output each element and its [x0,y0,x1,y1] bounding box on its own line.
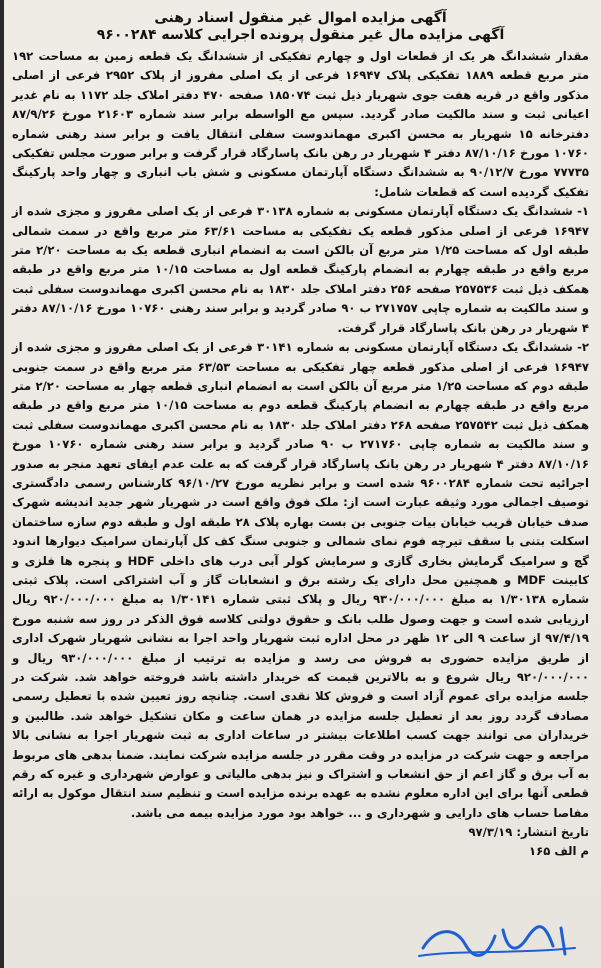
publish-date: تاریخ انتشار: ۹۷/۳/۱۹ [468,825,589,840]
paragraph-item-1: ۱- ششدانگ یک دستگاه آپارتمان مسکونی به شماره ۳۰۱۳۸ فرعی از یک اصلی مفروز و مجزی شده از ۱۶۹۴۷ فرعی از اصلی مذکور قطعه یک تفکیکی به مساحت ۶۳/۶۱ متر مربع واقع در سمت شمالی طبقه اول که مساحت ۱/۲۵ متر مربع آن بالکن است به انضمام انباری قطعه یک به مساحت ۲/۲۰ متر مربع واقع در طبقه چهارم به انضمام پارکینگ قطعه اول به مساحت ۱۰/۱۵ متر مربع واقع در طبقه همکف ذیل ثبت ۲۵۷۵۳۶ صفحه ۲۵۶ دفتر املاک جلد ۱۸۳۰ به نام محسن اکبری مهماندوست سفلی ثبت و سند مالکیت به شماره چاپی ۲۷۱۷۵۷ ب ۹۰ صادر گردید و برابر سند رهنی ۱۰۷۶۰ مورخ ۸۷/۱۰/۱۶ دفتر ۴ شهریار در رهن بانک پاسارگاد قرار گرفت. [12,204,589,335]
notice-title: آگهی مزایده اموال غیر منقول اسناد رهنی [154,10,447,26]
page-edge [0,0,4,968]
paragraph-item-2: ۲- ششدانگ یک دستگاه آپارتمان مسکونی به شماره ۳۰۱۴۱ فرعی از یک اصلی مفروز و مجزی شده از ۱۶۹۴۷ فرعی از اصلی مذکور قطعه چهار تفکیکی به مساحت ۶۳/۵۳ متر مربع واقع در سمت جنوبی طبقه دوم که مساحت ۱/۲۵ متر مربع آن بالکن است به انضمام انباری قطعه چهار به مساحت ۲/۲۰ متر مربع واقع در طبقه چهارم به انضمام پارکینگ قطعه دوم به مساحت ۱۰/۱۵ متر مربع واقع در طبقه همکف ذیل ثبت ۲۵۷۵۴۲ صفحه ۲۶۸ دفتر املاک جلد ۱۸۳۰ به نام محسن اکبری مهماندوست سفلی ثبت و سند مالکیت به شماره چاپی ۲۷۱۷۶۰ ب ۹۰ صادر گردید و برابر سند رهنی شماره ۱۰۷۶۰ مورخ ۸۷/۱۰/۱۶ دفتر ۴ شهریار در رهن بانک پاسارگاد قرار گرفت که به علت عدم ایفای تعهد منجر به صدور اجرائیه تحت شماره ۹۶۰۰۲۸۴ شده است و برابر نظریه مورخ ۹۶/۱۰/۲۷ کارشناس رسمی دادگستری توصیف اجمالی مورد وثیقه عبارت است از: ملک فوق واقع است در شهریار شهر جدید اندیشه شهرک صدف خیابان قریب خیابان بیات جنوبی بن بست بهاره پلاک ۲۸ طبقه اول و طبقه دوم سازه ساختمان اسکلت بتنی با سقف تیرچه فوم نمای شمالی و جنوبی سنگ کف کل آپارتمان سرامیک دیوارها اندود گچ و سرامیک گرمایش بخاری گازی و سرمایش کولر آبی درب های داخلی HDF و پنجره ها فلزی و کابینت MDF و همچنین محل دارای یک رشته برق و انشعابات گاز و آب اشتراکی است. پلاک ثبتی شماره ۱/۳۰۱۳۸ به مبلغ ۹۳۰/۰۰۰/۰۰۰ ریال و پلاک ثبتی شماره ۱/۳۰۱۴۱ به مبلغ ۹۲۰/۰۰۰/۰۰۰ ریال ارزیابی شده است و جهت وصول طلب بانک و حقوق دولتی کلاسه فوق الذکر در روز سه شنبه مورخ ۹۷/۴/۱۹ از ساعت ۹ الی ۱۲ ظهر در محل اداره ثبت شهریار واحد اجرا به نشانی شهریار شهرک اداری از طریق مزایده حضوری به فروش می رسد و مزایده به ترتیب از مبلغ ۹۳۰/۰۰۰/۰۰۰ ریال و ۹۲۰/۰۰۰/۰۰۰ ریال شروع و به بالاترین قیمت که خریدار داشته باشد فروخته خواهد شد. شرکت در جلسه مزایده برای عموم آزاد است و فروش کلا نقدی است. چنانچه روز تعیین شده با تعطیل رسمی مصادف گردد روز بعد از تعطیل جلسه مزایده در همان ساعت و مکان تشکیل خواهد شد. طالبین و خریداران می توانند جهت کسب اطلاعات بیشتر در ساعات اداری به ثبت شهریار اجرا به نشانی بالا مراجعه و جهت شرکت در مزایده در وقت مقرر در جلسه مزایده شرکت نمایند. ضمنا بدهی های مربوط به آب برق و گاز اعم از حق انشعاب و اشتراک و نیز بدهی مالیاتی و عوارض شهرداری و غیره که رقم قطعی آنها برای این اداره معلوم نشده به عهده برنده مزایده است و تنظیم سند انتقال موکول به ارائه مفاصا حساب های دارایی و شهرداری و ... خواهد بود مورد مزایده بیمه می باشد. [12,340,590,820]
handwritten-number-mark [415,918,580,962]
paragraph-intro: مقدار ششدانگ هر یک از قطعات اول و چهارم تفکیکی از ششدانگ یک قطعه زمین به مساحت ۱۹۲ متر مربع قطعه ۱۸۸۹ تفکیکی پلاک ۱۶۹۴۷ فرعی از یک اصلی مفروز از پلاک ۲۹۵۲ فرعی از اصلی مذکور واقع در قریه هفت جوی شهریار ذیل ثبت ۱۸۵۰۷۴ صفحه ۴۷۰ دفتر املاک جلد ۱۱۷۲ به نام غدیر اعیانی ثبت و سند مالکیت صادر گردید. سپس مع الواسطه برابر سند شماره ۲۱۶۰۳ مورخ ۸۷/۹/۲۶ دفترخانه ۱۵ شهریار به محسن اکبری مهماندوست سفلی انتقال یافت و برابر سند رهنی شماره ۱۰۷۶۰ مورخ ۸۷/۱۰/۱۶ دفتر ۴ شهریار در رهن بانک پاسارگاد قرار گرفت و برابر صورت مجلس تفکیکی ۷۷۷۳۵ مورخ ۹۰/۱۲/۷ به ششدانگ دستگاه آپارتمان مسکونی و شش باب انباری و چهار واحد پارکینگ تفکیک گردیده است که قطعات شامل: [12,49,590,199]
notice-body [12,47,589,823]
handwritten-number-svg [415,918,580,962]
reference-code: م الف ۱۶۵ [529,844,589,859]
notice-subtitle: آگهی مزایده مال غیر منقول پرونده اجرایی کلاسه ۹۶۰۰۲۸۴ [96,27,505,43]
